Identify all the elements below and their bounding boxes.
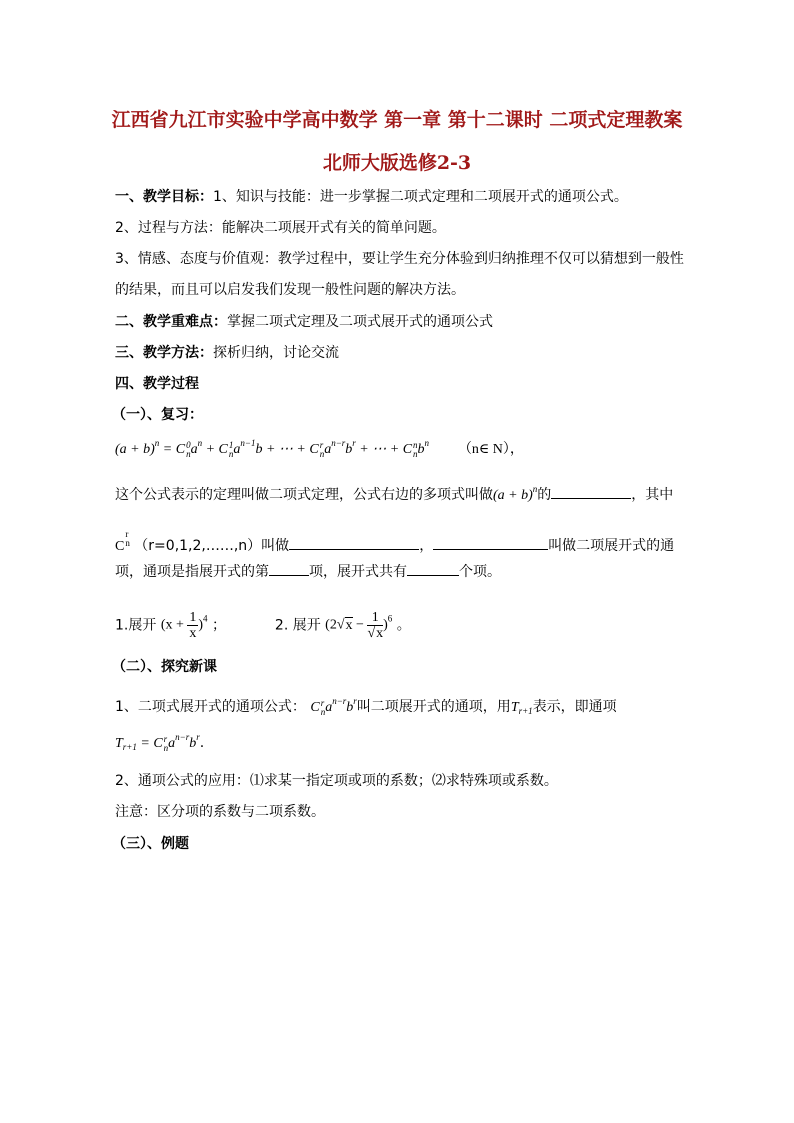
binomial-power: $(a + b)^n$ xyxy=(493,484,538,503)
binomial-formula xyxy=(115,438,524,459)
methods-text: 探析归纳，讨论交流 xyxy=(213,345,339,361)
fill-blank-text-2a: （r=0,1,2,……,n）叫做 xyxy=(134,538,290,554)
note-line: 注意：区分项的系数与二项系数。 xyxy=(115,804,325,820)
fill-blank-text-2b: ， xyxy=(419,538,434,554)
key-points-text: 掌握二项式定理及二项式展开式的通项公式 xyxy=(227,314,493,330)
exercise-2-expression: (2√x − $\frac{1}{√x}$ )$^6$ xyxy=(325,610,393,641)
methods-line xyxy=(115,342,339,362)
explore-heading: （二）、探究新课 xyxy=(112,659,217,675)
answer-blank-2[interactable] xyxy=(289,535,419,550)
objectives-heading: 一、教学目标： xyxy=(115,189,213,205)
general-term-formula: Cr $na^{n-r}b^r$ xyxy=(310,696,357,717)
fill-blank-line-3 xyxy=(115,561,501,581)
objectives-knowledge: 1、知识与技能：进一步掌握二项式定理和二项展开式的通项公式。 xyxy=(213,189,628,205)
general-term-line xyxy=(115,696,617,717)
objectives-process: 2、过程与方法：能解决二项展开式有关的简单问题。 xyxy=(115,220,446,236)
answer-blank-3[interactable] xyxy=(433,535,548,550)
fill-blank-line-2 xyxy=(115,530,674,555)
fill-blank-text-2c: 叫做二项展开式的通 xyxy=(548,538,675,554)
document-title: 江西省九江市实验中学高中数学 第一章 第十二课时 二项式定理教案 xyxy=(111,109,683,131)
fill-blank-text-3b: 项，展开式共有 xyxy=(309,564,407,580)
review-heading: （一）、复习： xyxy=(112,407,203,423)
formula-condition: （n∈ N）， xyxy=(457,442,524,457)
exercise-2-tail: 。 xyxy=(396,617,411,634)
key-points-heading: 二、教学重难点： xyxy=(115,314,227,330)
process-heading: 四、教学过程 xyxy=(115,376,199,392)
fill-blank-text-1b: 的 xyxy=(537,487,552,503)
general-term-equation xyxy=(115,732,204,753)
key-points-line xyxy=(115,311,493,331)
general-term-identity: $T_{r+1} = Cr$ $na^{n-r}b^r$ xyxy=(115,732,200,753)
general-term-period: . xyxy=(199,735,205,751)
fill-blank-text-1: 这个公式表示的定理叫做二项式定理，公式右边的多项式叫做 xyxy=(115,487,493,503)
fill-blank-text-3c: 个项。 xyxy=(459,564,501,580)
document-subtitle: 北师大版选修2-3 xyxy=(322,152,472,174)
answer-blank-4[interactable] xyxy=(269,561,309,576)
term-symbol: $T_{r+1}$ xyxy=(510,700,533,716)
binomial-expansion: $(a + b)^n = C0$ $na^n + C1$ $na^{n-1}b$ + ⋯ + Cr $na^{n-r}b^r$ + ⋯ + Cn $nb^n$ xyxy=(115,438,430,459)
binomial-coefficient: Cr n xyxy=(115,529,130,554)
objectives-attitude: 3、情感、态度与价值观：教学过程中，要让学生充分体验到归纳推理不仅可以猜想到一般性 xyxy=(115,251,684,267)
exercise-1-tail: ； xyxy=(212,617,226,634)
answer-blank-1[interactable] xyxy=(551,484,631,499)
fill-blank-line-1 xyxy=(115,484,673,504)
general-term-text-c: 表示，即通项 xyxy=(532,699,617,715)
examples-heading: （三）、例题 xyxy=(112,836,189,852)
methods-heading: 三、教学方法： xyxy=(115,345,213,361)
objectives-attitude-cont: 的结果，而且可以启发我们发现一般性问题的解决方法。 xyxy=(115,282,465,298)
exercise-1-expression: (x + $\frac{1}{x}$ )$^4$ xyxy=(160,610,208,641)
fill-blank-text-3a: 项，通项是指展开式的第 xyxy=(115,564,269,580)
objectives-line-1 xyxy=(115,186,628,206)
application-line: 2、通项公式的应用：⑴求某一指定项或项的系数；⑵求特殊项或系数。 xyxy=(115,773,558,789)
exercise-1-label: 1.展开 xyxy=(115,617,157,634)
fill-blank-text-1c: ，其中 xyxy=(631,487,674,503)
answer-blank-5[interactable] xyxy=(407,561,459,576)
general-term-text-b: 叫二项展开式的通项，用 xyxy=(356,699,511,715)
general-term-text-a: 1、二项式展开式的通项公式： xyxy=(115,699,306,715)
exercise-2-label: 2. 展开 xyxy=(274,617,321,634)
exercise-line xyxy=(115,610,411,641)
